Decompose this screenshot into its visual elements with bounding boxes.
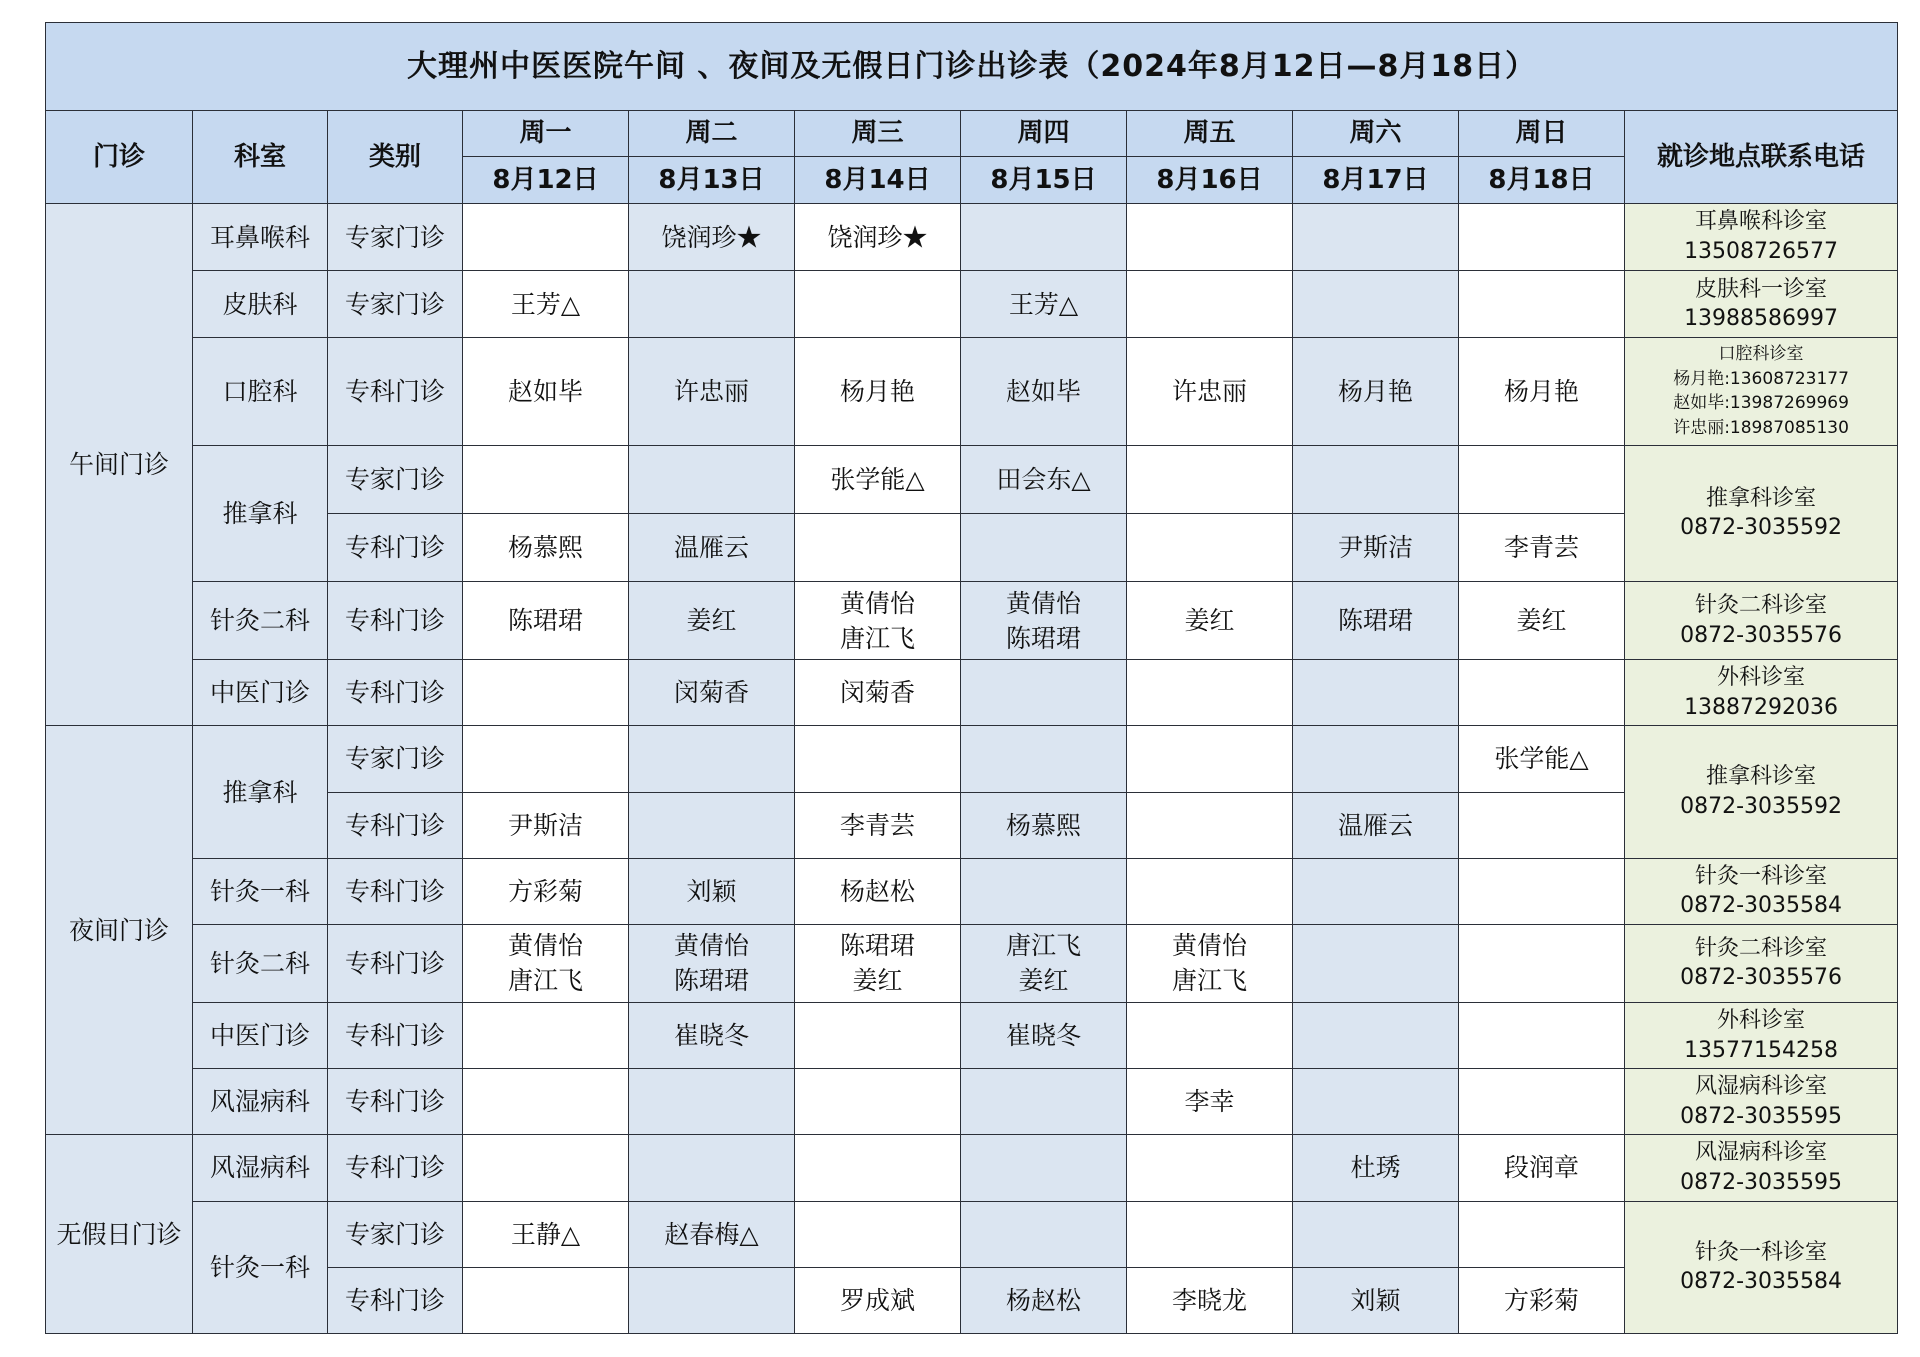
doctor-cell (1459, 1069, 1625, 1135)
doctor-name: 崔晓冬 (673, 1021, 749, 1051)
doctor-cell (463, 338, 629, 445)
doctor-cell (1293, 338, 1459, 445)
contact-phone: 0872-3035595 (1680, 1169, 1842, 1195)
doctor-name: 黄倩怡 (673, 931, 749, 961)
doctor-name: 段润章 (1503, 1153, 1579, 1183)
doctor-cell (961, 513, 1127, 581)
table-row (46, 445, 1898, 513)
doctor-cell (463, 581, 629, 659)
doctor-name: 黄倩怡 (507, 931, 583, 961)
contact-phone: 0872-3035584 (1680, 1269, 1842, 1295)
doctor-cell (1293, 513, 1459, 581)
doctor-name: 杨月艳 (839, 376, 915, 406)
header-date: 8月18日 (1459, 157, 1625, 204)
doctor-cell (463, 792, 629, 858)
doctor-name: 张学能△ (830, 464, 925, 494)
doctor-cell (961, 924, 1127, 1002)
doctor-cell (1459, 513, 1625, 581)
doctor-name: 张学能△ (1494, 744, 1589, 774)
header-weekday: 周一 (463, 111, 629, 157)
table-row (46, 1069, 1898, 1135)
doctor-cell (961, 1135, 1127, 1201)
doctor-cell (629, 338, 795, 445)
doctor-cell (629, 1135, 795, 1201)
category-cell: 专家门诊 (328, 445, 463, 513)
doctor-cell (1127, 1003, 1293, 1069)
doctor-cell (629, 204, 795, 271)
doctor-cell (1459, 858, 1625, 924)
doctor-cell (795, 513, 961, 581)
doctor-cell (463, 726, 629, 792)
doctor-name: 唐江飞 (1005, 931, 1081, 961)
contact-phone: 0872-3035576 (1680, 622, 1842, 648)
doctor-cell (795, 581, 961, 659)
doctor-cell (961, 204, 1127, 271)
contact-phone: 0872-3035576 (1680, 965, 1842, 991)
table-row (46, 1201, 1898, 1267)
doctor-cell (795, 1267, 961, 1333)
doctor-cell (463, 1267, 629, 1333)
doctor-name: 方彩菊 (1503, 1285, 1579, 1315)
doctor-cell (629, 792, 795, 858)
location-name: 推拿科诊室 (1706, 485, 1817, 511)
doctor-cell (1293, 924, 1459, 1002)
doctor-cell (1127, 1069, 1293, 1135)
header-weekday: 周六 (1293, 111, 1459, 157)
doctor-cell (795, 204, 961, 271)
doctor-cell (795, 338, 961, 445)
doctor-cell (629, 660, 795, 726)
category-cell: 专家门诊 (328, 271, 463, 338)
schedule-body (46, 204, 1898, 1334)
location-contact-cell (1625, 204, 1898, 271)
doctor-cell (795, 1201, 961, 1267)
category-cell: 专科门诊 (328, 581, 463, 659)
doctor-name: 李青芸 (839, 810, 915, 840)
doctor-name: 王静△ (510, 1219, 581, 1249)
category-cell: 专科门诊 (328, 1003, 463, 1069)
category-cell: 专科门诊 (328, 1069, 463, 1135)
doctor-cell (629, 513, 795, 581)
location-name: 针灸二科诊室 (1695, 592, 1828, 618)
department-cell: 针灸二科 (193, 581, 328, 659)
doctor-cell (1459, 1201, 1625, 1267)
doctor-name: 姜红 (1018, 966, 1069, 996)
doctor-cell (795, 660, 961, 726)
doctor-name: 许忠丽 (673, 376, 749, 406)
doctor-cell (1127, 660, 1293, 726)
doctor-cell (1293, 445, 1459, 513)
table-row (46, 726, 1898, 792)
location-name: 口腔科诊室 (1718, 344, 1804, 365)
header-location: 就诊地点联系电话 (1625, 111, 1898, 204)
location-contact-cell (1625, 1201, 1898, 1333)
category-cell: 专家门诊 (328, 1201, 463, 1267)
doctor-cell (961, 1069, 1127, 1135)
doctor-cell (629, 581, 795, 659)
doctor-cell (463, 513, 629, 581)
doctor-cell (795, 792, 961, 858)
category-cell: 专科门诊 (328, 1135, 463, 1201)
doctor-cell (795, 726, 961, 792)
doctor-cell (629, 1201, 795, 1267)
location-contact-cell (1625, 338, 1898, 445)
doctor-name: 杨月艳 (1503, 376, 1579, 406)
doctor-cell (795, 1069, 961, 1135)
location-name: 皮肤科一诊室 (1695, 276, 1828, 302)
doctor-name: 崔晓冬 (1005, 1021, 1081, 1051)
clinic-section-cell: 无假日门诊 (46, 1135, 193, 1334)
clinic-section-cell: 夜间门诊 (46, 726, 193, 1135)
location-name: 推拿科诊室 (1706, 764, 1817, 790)
table-row (46, 204, 1898, 271)
doctor-cell (795, 445, 961, 513)
contact-phone: 赵如毕:13987269969 (1673, 393, 1849, 414)
doctor-cell (463, 204, 629, 271)
doctor-name: 杨月艳 (1337, 376, 1413, 406)
doctor-cell (1293, 581, 1459, 659)
doctor-cell (1459, 924, 1625, 1002)
doctor-cell (1459, 1135, 1625, 1201)
table-row (46, 1003, 1898, 1069)
header-weekday: 周四 (961, 111, 1127, 157)
doctor-cell (629, 924, 795, 1002)
header-date: 8月15日 (961, 157, 1127, 204)
contact-phone: 13577154258 (1684, 1037, 1839, 1063)
doctor-cell (629, 445, 795, 513)
doctor-cell (795, 924, 961, 1002)
doctor-name: 温雁云 (1337, 810, 1413, 840)
department-cell: 针灸一科 (193, 858, 328, 924)
doctor-cell (463, 924, 629, 1002)
doctor-cell (1293, 660, 1459, 726)
category-cell: 专科门诊 (328, 792, 463, 858)
doctor-name: 赵如毕 (507, 376, 583, 406)
doctor-name: 杨慕熙 (1005, 810, 1081, 840)
doctor-name: 陈珺珺 (1005, 623, 1081, 653)
location-contact-cell (1625, 924, 1898, 1002)
location-name: 外科诊室 (1717, 1007, 1806, 1033)
doctor-cell (1293, 271, 1459, 338)
contact-phone: 13887292036 (1684, 694, 1839, 720)
header-weekday: 周三 (795, 111, 961, 157)
doctor-cell (961, 858, 1127, 924)
doctor-cell (1293, 1267, 1459, 1333)
doctor-name: 田会东△ (996, 464, 1091, 494)
doctor-cell (1127, 204, 1293, 271)
doctor-name: 姜红 (1516, 606, 1567, 636)
doctor-cell (1459, 338, 1625, 445)
doctor-cell (1127, 1201, 1293, 1267)
department-cell: 耳鼻喉科 (193, 204, 328, 271)
location-name: 风湿病科诊室 (1695, 1140, 1828, 1166)
doctor-name: 杜琇 (1350, 1153, 1401, 1183)
department-cell: 口腔科 (193, 338, 328, 445)
contact-phone: 杨月艳:13608723177 (1673, 368, 1849, 389)
department-cell: 针灸二科 (193, 924, 328, 1002)
doctor-name: 饶润珍★ (661, 222, 762, 252)
contact-phone: 13508726577 (1684, 239, 1839, 265)
doctor-cell (795, 858, 961, 924)
doctor-name: 陈珺珺 (507, 606, 583, 636)
doctor-cell (463, 1201, 629, 1267)
contact-phone: 13988586997 (1684, 306, 1839, 332)
doctor-name: 许忠丽 (1171, 376, 1247, 406)
doctor-name: 刘颖 (686, 876, 737, 906)
doctor-cell (1293, 858, 1459, 924)
doctor-cell (1127, 924, 1293, 1002)
location-contact-cell (1625, 1135, 1898, 1201)
doctor-name: 饶润珍★ (827, 222, 928, 252)
contact-phone: 许忠丽:18987085130 (1673, 418, 1849, 439)
doctor-name: 陈珺珺 (1337, 606, 1413, 636)
doctor-cell (1459, 445, 1625, 513)
doctor-name: 陈珺珺 (839, 931, 915, 961)
doctor-cell (961, 338, 1127, 445)
doctor-name: 尹斯洁 (507, 810, 583, 840)
department-cell: 中医门诊 (193, 1003, 328, 1069)
doctor-cell (961, 660, 1127, 726)
doctor-cell (1459, 271, 1625, 338)
doctor-cell (1293, 1201, 1459, 1267)
schedule-table (45, 22, 1898, 1334)
header-clinic: 门诊 (46, 111, 193, 204)
doctor-cell (795, 1003, 961, 1069)
doctor-name: 黄倩怡 (1171, 931, 1247, 961)
doctor-name: 李幸 (1184, 1087, 1235, 1117)
location-contact-cell (1625, 445, 1898, 581)
location-contact-cell (1625, 660, 1898, 726)
category-cell: 专科门诊 (328, 924, 463, 1002)
header-date: 8月13日 (629, 157, 795, 204)
contact-phone: 0872-3035592 (1680, 794, 1842, 820)
category-cell: 专家门诊 (328, 726, 463, 792)
department-cell: 风湿病科 (193, 1135, 328, 1201)
category-cell: 专家门诊 (328, 204, 463, 271)
doctor-cell (961, 792, 1127, 858)
doctor-cell (795, 1135, 961, 1201)
doctor-cell (1127, 792, 1293, 858)
doctor-cell (1127, 1135, 1293, 1201)
doctor-name: 闵菊香 (839, 678, 915, 708)
doctor-cell (463, 858, 629, 924)
category-cell: 专科门诊 (328, 513, 463, 581)
header-category: 类别 (328, 111, 463, 204)
doctor-name: 温雁云 (673, 532, 749, 562)
doctor-cell (1127, 271, 1293, 338)
doctor-cell (1459, 1267, 1625, 1333)
doctor-name: 杨赵松 (839, 876, 915, 906)
category-cell: 专科门诊 (328, 858, 463, 924)
doctor-cell (795, 271, 961, 338)
header-weekday: 周五 (1127, 111, 1293, 157)
doctor-name: 杨赵松 (1005, 1285, 1081, 1315)
doctor-cell (1127, 858, 1293, 924)
doctor-cell (1293, 204, 1459, 271)
contact-phone: 0872-3035592 (1680, 515, 1842, 541)
doctor-cell (1459, 581, 1625, 659)
doctor-name: 刘颖 (1350, 1285, 1401, 1315)
doctor-cell (961, 581, 1127, 659)
doctor-name: 杨慕熙 (507, 532, 583, 562)
location-name: 针灸一科诊室 (1695, 863, 1828, 889)
doctor-cell (1459, 792, 1625, 858)
doctor-name: 姜红 (1184, 606, 1235, 636)
doctor-cell (463, 1003, 629, 1069)
department-cell: 中医门诊 (193, 660, 328, 726)
department-cell: 针灸一科 (193, 1201, 328, 1333)
department-cell: 风湿病科 (193, 1069, 328, 1135)
location-contact-cell (1625, 271, 1898, 338)
doctor-cell (629, 726, 795, 792)
doctor-name: 姜红 (852, 966, 903, 996)
department-cell: 皮肤科 (193, 271, 328, 338)
department-cell: 推拿科 (193, 445, 328, 581)
doctor-cell (1459, 1003, 1625, 1069)
doctor-name: 尹斯洁 (1337, 532, 1413, 562)
location-contact-cell (1625, 581, 1898, 659)
doctor-name: 姜红 (686, 606, 737, 636)
doctor-cell (1293, 726, 1459, 792)
doctor-name: 唐江飞 (507, 966, 583, 996)
header-date: 8月12日 (463, 157, 629, 204)
doctor-cell (1127, 338, 1293, 445)
category-cell: 专科门诊 (328, 1267, 463, 1333)
clinic-section-cell: 午间门诊 (46, 204, 193, 726)
doctor-name: 赵如毕 (1005, 376, 1081, 406)
header-weekday: 周日 (1459, 111, 1625, 157)
page-title: 大理州中医医院午间 、夜间及无假日门诊出诊表（2024年8月12日—8月18日） (46, 23, 1898, 111)
doctor-cell (961, 271, 1127, 338)
doctor-cell (629, 1003, 795, 1069)
doctor-cell (629, 1069, 795, 1135)
doctor-cell (463, 660, 629, 726)
category-cell: 专科门诊 (328, 660, 463, 726)
doctor-cell (1293, 792, 1459, 858)
doctor-name: 陈珺珺 (673, 966, 749, 996)
doctor-name: 黄倩怡 (1005, 588, 1081, 618)
table-row (46, 581, 1898, 659)
table-row (46, 338, 1898, 445)
doctor-cell (463, 1069, 629, 1135)
header-weekday: 周二 (629, 111, 795, 157)
doctor-cell (1127, 726, 1293, 792)
contact-phone: 0872-3035595 (1680, 1103, 1842, 1129)
doctor-name: 赵春梅△ (664, 1219, 759, 1249)
doctor-cell (1459, 726, 1625, 792)
doctor-cell (1459, 204, 1625, 271)
doctor-name: 李晓龙 (1171, 1285, 1247, 1315)
table-row (46, 660, 1898, 726)
doctor-cell (1293, 1135, 1459, 1201)
location-name: 耳鼻喉科诊室 (1695, 209, 1828, 235)
doctor-cell (1127, 445, 1293, 513)
doctor-name: 唐江飞 (1171, 966, 1247, 996)
doctor-cell (629, 858, 795, 924)
location-contact-cell (1625, 1003, 1898, 1069)
doctor-name: 闵菊香 (673, 678, 749, 708)
doctor-cell (961, 726, 1127, 792)
header-date: 8月17日 (1293, 157, 1459, 204)
table-row (46, 924, 1898, 1002)
table-row (46, 271, 1898, 338)
doctor-name: 王芳△ (510, 289, 581, 319)
doctor-cell (463, 271, 629, 338)
doctor-cell (1127, 581, 1293, 659)
location-contact-cell (1625, 726, 1898, 858)
contact-phone: 0872-3035584 (1680, 893, 1842, 919)
category-cell: 专科门诊 (328, 338, 463, 445)
doctor-cell (1127, 1267, 1293, 1333)
doctor-cell (629, 271, 795, 338)
doctor-name: 王芳△ (1008, 289, 1079, 319)
doctor-cell (961, 1267, 1127, 1333)
doctor-cell (961, 445, 1127, 513)
doctor-cell (1459, 660, 1625, 726)
doctor-cell (1293, 1069, 1459, 1135)
location-contact-cell (1625, 858, 1898, 924)
doctor-name: 李青芸 (1503, 532, 1579, 562)
location-name: 针灸一科诊室 (1695, 1239, 1828, 1265)
location-name: 针灸二科诊室 (1695, 935, 1828, 961)
location-contact-cell (1625, 1069, 1898, 1135)
header-department: 科室 (193, 111, 328, 204)
doctor-cell (463, 445, 629, 513)
table-row (46, 1135, 1898, 1201)
doctor-cell (629, 1267, 795, 1333)
header-date: 8月16日 (1127, 157, 1293, 204)
table-row (46, 858, 1898, 924)
doctor-cell (463, 1135, 629, 1201)
header-date: 8月14日 (795, 157, 961, 204)
doctor-cell (961, 1003, 1127, 1069)
department-cell: 推拿科 (193, 726, 328, 858)
doctor-cell (961, 1201, 1127, 1267)
doctor-name: 方彩菊 (507, 876, 583, 906)
doctor-name: 黄倩怡 (839, 588, 915, 618)
doctor-name: 罗成斌 (839, 1285, 915, 1315)
location-name: 风湿病科诊室 (1695, 1074, 1828, 1100)
header-row-weekdays (46, 111, 1898, 157)
doctor-name: 唐江飞 (839, 623, 915, 653)
location-name: 外科诊室 (1717, 665, 1806, 691)
doctor-cell (1127, 513, 1293, 581)
doctor-cell (1293, 1003, 1459, 1069)
